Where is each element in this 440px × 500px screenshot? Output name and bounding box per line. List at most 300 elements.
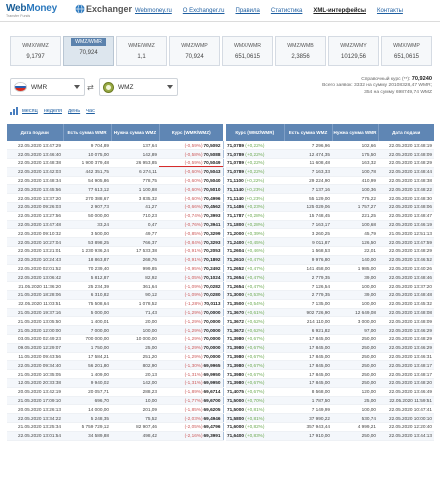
top-navigation <box>135 0 414 22</box>
table-row[interactable] <box>226 238 434 247</box>
have-amount: 20 057,71 <box>63 387 111 396</box>
have-amount: 17 845,00 <box>284 352 332 361</box>
need-amount: 1 757,27 <box>332 203 378 212</box>
flag-stripe <box>15 88 26 91</box>
have-amount: 33,24 <box>63 220 111 229</box>
order-rate <box>226 326 284 335</box>
order-date: 22.05.2020 13:01:54 <box>7 431 63 440</box>
order-rate <box>159 282 223 291</box>
order-rate <box>159 361 223 370</box>
need-amount: 250,00 <box>332 431 378 440</box>
pair-rate: 9,1797 <box>26 53 45 60</box>
table-row[interactable] <box>7 203 223 212</box>
need-amount: 39,00 <box>332 291 378 300</box>
order-rate <box>226 343 284 352</box>
rate-deviation: (-0,91%) <box>184 248 203 254</box>
order-date: 22.05.2020 13:46:40 <box>7 150 63 159</box>
rate-deviation: (-0,58%) <box>184 151 203 157</box>
rate-deviation: (+0,22%) <box>245 169 265 175</box>
table-row[interactable] <box>7 387 223 396</box>
table-row[interactable] <box>7 308 223 317</box>
order-date: 22.05.2020 13:44:13 <box>378 431 434 440</box>
have-amount: 7 135,00 <box>284 299 332 308</box>
rate-value: 71,2610 <box>227 257 244 263</box>
have-amount: 9 940,02 <box>63 379 111 388</box>
have-amount: 7 296,96 <box>284 141 332 150</box>
table-row[interactable] <box>226 194 434 203</box>
need-amount: 250,00 <box>332 370 378 379</box>
rate-value: 71,3672 <box>227 318 244 324</box>
table-row[interactable] <box>7 159 223 168</box>
table-row[interactable] <box>226 264 434 273</box>
table-row[interactable] <box>226 423 434 432</box>
order-date: 22.05.2020 13:37:20 <box>378 282 434 291</box>
chart-link-day[interactable]: день <box>67 108 81 114</box>
table-row[interactable] <box>7 238 223 247</box>
have-amount: 7 137,16 <box>284 185 332 194</box>
wmr-to-wmz-orders-table <box>7 124 224 441</box>
table-row[interactable] <box>226 308 434 317</box>
order-rate <box>159 317 223 326</box>
order-rate <box>226 335 284 344</box>
have-amount: 55 129,00 <box>284 194 332 203</box>
pair-rate: 70,924 <box>185 53 204 60</box>
table-row[interactable] <box>7 211 223 220</box>
need-amount: 1 078,52 <box>111 299 159 308</box>
table-row[interactable] <box>7 220 223 229</box>
need-amount: 100,78 <box>332 167 378 176</box>
column-header-need-wmr[interactable]: Нужна сумма WMR <box>332 124 378 141</box>
have-amount: 7 000,00 <box>63 326 111 335</box>
need-amount: 100,00 <box>332 282 378 291</box>
chart-period-links <box>10 106 101 116</box>
need-amount: 49,77 <box>111 229 159 238</box>
order-date: 21.05.2020 12:00:00 <box>7 326 63 335</box>
order-rate <box>159 185 223 194</box>
table-row[interactable] <box>226 317 434 326</box>
order-rate <box>159 203 223 212</box>
order-rate <box>159 379 223 388</box>
chevron-down-icon <box>167 85 173 89</box>
rate-value: 70,5049 <box>203 160 221 166</box>
table-row[interactable] <box>226 141 434 150</box>
rate-value: 71,3980 <box>227 371 244 377</box>
rate-deviation: (+0,28%) <box>245 222 265 228</box>
rate-value: 70,1892 <box>203 257 221 263</box>
rate-deviation: (+0,62%) <box>245 318 265 324</box>
have-amount: 25 234,39 <box>63 282 111 291</box>
swap-icon[interactable]: ⇄ <box>87 83 94 92</box>
pair-rate: 651,0615 <box>393 53 420 60</box>
order-rate <box>159 414 223 423</box>
order-rate <box>159 396 223 405</box>
rate-value: 70,0000 <box>203 354 221 360</box>
order-rate <box>226 229 284 238</box>
rate-deviation: (-2,03%) <box>184 415 203 421</box>
have-amount: 214 110,00 <box>284 317 332 326</box>
order-rate <box>226 150 284 159</box>
need-amount: 201,09 <box>111 405 159 414</box>
rate-value: 70,0000 <box>203 345 221 351</box>
need-amount: 3 835,32 <box>111 194 159 203</box>
rate-value: 70,0000 <box>203 336 221 342</box>
rate-value: 71,5000 <box>227 398 244 403</box>
table-row[interactable] <box>7 335 223 344</box>
rate-value: 71,2654 <box>227 274 244 280</box>
table-row[interactable] <box>226 387 434 396</box>
order-rate <box>226 299 284 308</box>
rate-deviation: (-0,84%) <box>184 239 203 245</box>
table-row[interactable] <box>7 343 223 352</box>
have-amount: 3 260,25 <box>284 229 332 238</box>
have-amount: 17 584,21 <box>63 352 111 361</box>
order-rate <box>226 387 284 396</box>
order-rate <box>159 352 223 361</box>
need-amount: 802,90 <box>111 361 159 370</box>
need-amount: 766,37 <box>111 238 159 247</box>
table-row[interactable] <box>226 343 434 352</box>
pair-tab-wmz-wmb[interactable] <box>275 36 326 66</box>
table-row[interactable] <box>226 220 434 229</box>
order-rate <box>159 308 223 317</box>
table-row[interactable] <box>226 431 434 440</box>
need-amount: 126,50 <box>332 238 378 247</box>
order-date: 22.05.2020 13:48:47 <box>378 211 434 220</box>
table-row[interactable] <box>226 291 434 300</box>
rate-value: 71,1800 <box>227 222 244 228</box>
table-row[interactable] <box>7 229 223 238</box>
rate-value: 70,5010 <box>203 186 221 192</box>
rate-value: 69,9965 <box>203 362 221 368</box>
need-amount: 137,64 <box>111 141 159 150</box>
table-row[interactable] <box>226 352 434 361</box>
to-currency-select[interactable] <box>99 78 178 96</box>
nav-rules[interactable]: Правила <box>235 8 260 14</box>
table-row[interactable] <box>7 414 223 423</box>
rate-value: 71,2652 <box>227 266 244 272</box>
rate-deviation: (-0,60%) <box>184 169 203 175</box>
order-date: 22.05.2020 13:40:26 <box>378 264 434 273</box>
order-date: 22.05.2020 13:46:52 <box>378 255 434 264</box>
have-amount: 70 239,40 <box>63 264 111 273</box>
table-row[interactable] <box>7 396 223 405</box>
rate-value: 71,3000 <box>227 292 244 298</box>
rate-value: 70,3293 <box>203 239 221 245</box>
need-amount: 778,75 <box>111 176 159 185</box>
need-amount: 250,00 <box>332 335 378 344</box>
order-rate <box>159 255 223 264</box>
rate-deviation: (-0,85%) <box>184 230 203 236</box>
logo-word-web: Web <box>6 3 27 14</box>
need-amount: 100,68 <box>332 220 378 229</box>
table-row[interactable] <box>7 194 223 203</box>
rate-deviation: (-0,60%) <box>184 186 203 192</box>
table-row[interactable] <box>226 167 434 176</box>
need-amount: 120,00 <box>332 387 378 396</box>
table-row[interactable] <box>7 185 223 194</box>
rate-value: 70,3941 <box>203 222 221 228</box>
table-row[interactable] <box>226 335 434 344</box>
column-header-need-wmz[interactable]: Нужна сумма WMZ <box>111 124 159 141</box>
pair-name: WMX/WMP <box>393 42 420 49</box>
have-amount: 17 845,00 <box>284 379 332 388</box>
webmoney-exchanger-logo[interactable] <box>6 3 133 19</box>
need-amount: 82,92 <box>111 273 159 282</box>
order-rate <box>226 317 284 326</box>
have-amount: 357 943,44 <box>284 423 332 432</box>
table-row[interactable] <box>7 264 223 273</box>
pair-tab-wmx-wmp[interactable] <box>381 36 432 66</box>
rate-value: 71,0789 <box>227 142 244 148</box>
rate-value: 69,6700 <box>203 398 221 403</box>
table-row[interactable] <box>7 352 223 361</box>
rate-deviation: (-1,77%) <box>184 398 203 403</box>
rate-value: 70,2492 <box>203 266 221 272</box>
table-row[interactable] <box>7 291 223 300</box>
order-rate <box>159 273 223 282</box>
table-row[interactable] <box>226 185 434 194</box>
order-date: 22.05.2020 13:46:49 <box>378 387 434 396</box>
table-row[interactable] <box>226 405 434 414</box>
table-row[interactable] <box>226 326 434 335</box>
nav-statistics[interactable]: Статистика <box>270 8 303 14</box>
total-orders-wmz-line: 354 на сумму 698749,74 WMZ <box>364 89 432 95</box>
order-date: 21.05.2020 18:28:06 <box>7 291 63 300</box>
need-amount: 25,00 <box>332 396 378 405</box>
table-row[interactable] <box>226 176 434 185</box>
order-date: 22.05.2020 13:48:34 <box>7 176 63 185</box>
need-amount: 251,20 <box>111 352 159 361</box>
rate-deviation: (+0,82%) <box>245 424 265 430</box>
rate-value: 71,1486 <box>227 204 244 210</box>
have-amount: 50 000,00 <box>63 211 111 220</box>
order-rate <box>159 141 223 150</box>
chart-link-hour[interactable]: час <box>86 108 95 114</box>
need-amount: 100,00 <box>111 326 159 335</box>
table-row[interactable] <box>226 379 434 388</box>
table-row[interactable] <box>7 423 223 432</box>
need-amount: 250,00 <box>332 361 378 370</box>
have-amount: 10 075,00 <box>63 150 111 159</box>
need-amount: 71,43 <box>111 308 159 317</box>
rate-value: 71,3980 <box>227 362 244 368</box>
have-amount: 3 500,00 <box>63 229 111 238</box>
need-amount: 10,00 <box>111 396 159 405</box>
rate-value: 71,0789 <box>227 151 244 157</box>
need-amount: 75,52 <box>111 414 159 423</box>
order-date: 21.05.2020 13:25:34 <box>7 423 63 432</box>
order-rate <box>226 185 284 194</box>
need-amount: 6 274,11 <box>111 167 159 176</box>
need-amount: 288,23 <box>111 387 159 396</box>
rate-deviation: (-0,95%) <box>184 266 203 272</box>
column-header-rate[interactable]: Курс (WMR/WMZ) <box>159 124 223 141</box>
pair-rate: 1,1 <box>137 53 146 60</box>
rate-deviation: (+0,45%) <box>245 239 265 245</box>
table-row[interactable] <box>7 282 223 291</box>
order-date: 12.05.2020 20:33:38 <box>7 379 63 388</box>
order-rate <box>226 361 284 370</box>
nav-xml-interfaces[interactable]: XML-интерфейсы <box>313 8 366 14</box>
need-amount: 250,00 <box>332 379 378 388</box>
have-amount: 53 898,25 <box>63 238 111 247</box>
rate-value: 69,3991 <box>203 433 221 439</box>
need-amount: 1 100,88 <box>111 185 159 194</box>
table-row[interactable] <box>7 150 223 159</box>
order-rate <box>159 229 223 238</box>
have-amount: 2 907,73 <box>63 203 111 212</box>
chart-link-month[interactable]: месяц <box>22 108 38 114</box>
have-amount: 125 029,06 <box>284 203 332 212</box>
pair-tab-wmz-wmy[interactable] <box>328 36 379 66</box>
table-row[interactable] <box>226 273 434 282</box>
need-amount: 10 000,00 <box>111 335 159 344</box>
table-row[interactable] <box>7 405 223 414</box>
rate-deviation: (+0,23%) <box>245 204 265 210</box>
nav-webmoney[interactable]: Webmoney.ru <box>135 8 172 14</box>
have-amount: 9 704,89 <box>63 141 111 150</box>
table-row[interactable] <box>7 176 223 185</box>
have-amount: 5 248,35 <box>63 414 111 423</box>
need-amount: 82 907,46 <box>111 423 159 432</box>
need-amount: 775,22 <box>332 194 378 203</box>
need-amount: 999,85 <box>111 264 159 273</box>
order-rate <box>159 291 223 300</box>
need-amount: 221,25 <box>332 211 378 220</box>
order-date: 11.05.2020 09:43:56 <box>7 352 63 361</box>
table-row[interactable] <box>226 247 434 256</box>
order-rate <box>226 159 284 168</box>
reference-rate-value: 70,9240 <box>411 76 432 82</box>
rate-value: 69,6205 <box>203 406 221 412</box>
rate-value: 70,5040 <box>203 178 221 184</box>
table-row[interactable] <box>226 370 434 379</box>
have-amount: 1 750,00 <box>63 343 111 352</box>
table-row[interactable] <box>7 431 223 440</box>
column-header-have-wmz[interactable]: Есть сумма WMZ <box>284 124 332 141</box>
nav-contacts[interactable]: Контакты <box>376 8 403 14</box>
order-date: 21.05.2020 12:51:13 <box>378 229 434 238</box>
rate-deviation: (+0,67%) <box>245 380 265 386</box>
rate-deviation: (-0,76%) <box>184 222 203 228</box>
pair-tab-wmz-wmr[interactable] <box>63 36 114 66</box>
order-rate <box>159 431 223 440</box>
have-amount: 77 613,12 <box>63 185 111 194</box>
order-date: 22.05.2020 13:48:29 <box>378 335 434 344</box>
table-header-row <box>7 124 223 141</box>
header <box>0 0 440 22</box>
rate-value: 71,3980 <box>227 345 244 351</box>
pair-name: WMZ/WMB <box>287 42 314 49</box>
rate-deviation: (-0,60%) <box>184 195 203 201</box>
table-row[interactable] <box>226 150 434 159</box>
table-row[interactable] <box>226 396 434 405</box>
order-date: 22.05.2020 13:21:01 <box>7 247 63 256</box>
order-date: 22.05.2020 09:10:32 <box>7 229 63 238</box>
table-row[interactable] <box>226 203 434 212</box>
column-header-rate[interactable]: Курс (WMZ/WMR) <box>226 124 284 141</box>
order-rate <box>226 352 284 361</box>
currency-pair-tabs <box>10 36 432 66</box>
table-row[interactable] <box>7 379 223 388</box>
order-rate <box>226 379 284 388</box>
order-rate <box>159 387 223 396</box>
table-row[interactable] <box>226 255 434 264</box>
rate-deviation: (-1,31%) <box>184 380 203 386</box>
table-row[interactable] <box>7 299 223 308</box>
need-amount: 710,23 <box>111 211 159 220</box>
order-date: 21.05.2020 17:09:10 <box>7 396 63 405</box>
column-header-have-wmr[interactable]: Есть сумма WMR <box>63 124 111 141</box>
table-row[interactable] <box>226 282 434 291</box>
order-rate <box>226 405 284 414</box>
rate-deviation: (-1,28%) <box>184 301 203 307</box>
order-rate <box>226 370 284 379</box>
table-row[interactable] <box>7 167 223 176</box>
table-row[interactable] <box>226 211 434 220</box>
rate-deviation: (+0,22%) <box>245 151 265 157</box>
rate-deviation: (+0,47%) <box>245 257 265 263</box>
table-row[interactable] <box>226 159 434 168</box>
order-date: 22.05.2020 13:48:06 <box>378 203 434 212</box>
table-row[interactable] <box>7 141 223 150</box>
pair-tab-wmx-wmr[interactable] <box>222 36 273 66</box>
column-header-date[interactable]: Дата подачи <box>7 124 63 141</box>
rate-value: 71,0789 <box>227 169 244 175</box>
have-amount: 7 126,54 <box>284 282 332 291</box>
table-row[interactable] <box>7 255 223 264</box>
need-amount: 25,00 <box>111 343 159 352</box>
order-rate <box>226 203 284 212</box>
table-row[interactable] <box>226 299 434 308</box>
table-row[interactable] <box>7 361 223 370</box>
table-row[interactable] <box>7 326 223 335</box>
column-header-date[interactable]: Дата подачи <box>378 124 434 141</box>
table-row[interactable] <box>7 370 223 379</box>
have-amount: 1 409,00 <box>63 370 111 379</box>
table-row[interactable] <box>226 361 434 370</box>
have-amount: 442 351,75 <box>63 167 111 176</box>
rate-value: 71,0789 <box>227 160 244 166</box>
order-date: 22.05.2020 13:48:09 <box>378 150 434 159</box>
rate-value: 71,3980 <box>227 354 244 360</box>
table-row[interactable] <box>7 317 223 326</box>
rate-value: 69,4796 <box>203 424 221 430</box>
pair-name: WME/WMZ <box>128 42 155 49</box>
nav-about[interactable]: О Exchanger.ru <box>182 8 225 14</box>
table-row[interactable] <box>7 273 223 282</box>
order-rate <box>159 167 223 176</box>
table-row[interactable] <box>7 247 223 256</box>
pair-tab-wme-wmz[interactable] <box>116 36 167 66</box>
rate-value: 70,3993 <box>203 213 221 219</box>
order-date: 22.05.2020 13:48:09 <box>378 317 434 326</box>
table-row[interactable] <box>226 414 434 423</box>
from-currency-select[interactable] <box>10 78 85 96</box>
order-rate <box>159 335 223 344</box>
order-date: 22.05.2020 13:48:38 <box>7 159 63 168</box>
rate-deviation: (+0,81%) <box>245 406 265 412</box>
have-amount: 34 589,88 <box>63 431 111 440</box>
pair-tab-wmz-wmp[interactable] <box>169 36 220 66</box>
order-date: 03.05.2020 02:49:23 <box>7 335 63 344</box>
pair-tab-wmx-wmz[interactable] <box>10 36 61 66</box>
rate-deviation: (-0,59%) <box>184 160 203 166</box>
have-amount: 54 905,86 <box>63 176 111 185</box>
need-amount: 39,00 <box>332 273 378 282</box>
chart-link-week[interactable]: неделя <box>43 108 62 114</box>
table-row[interactable] <box>226 229 434 238</box>
